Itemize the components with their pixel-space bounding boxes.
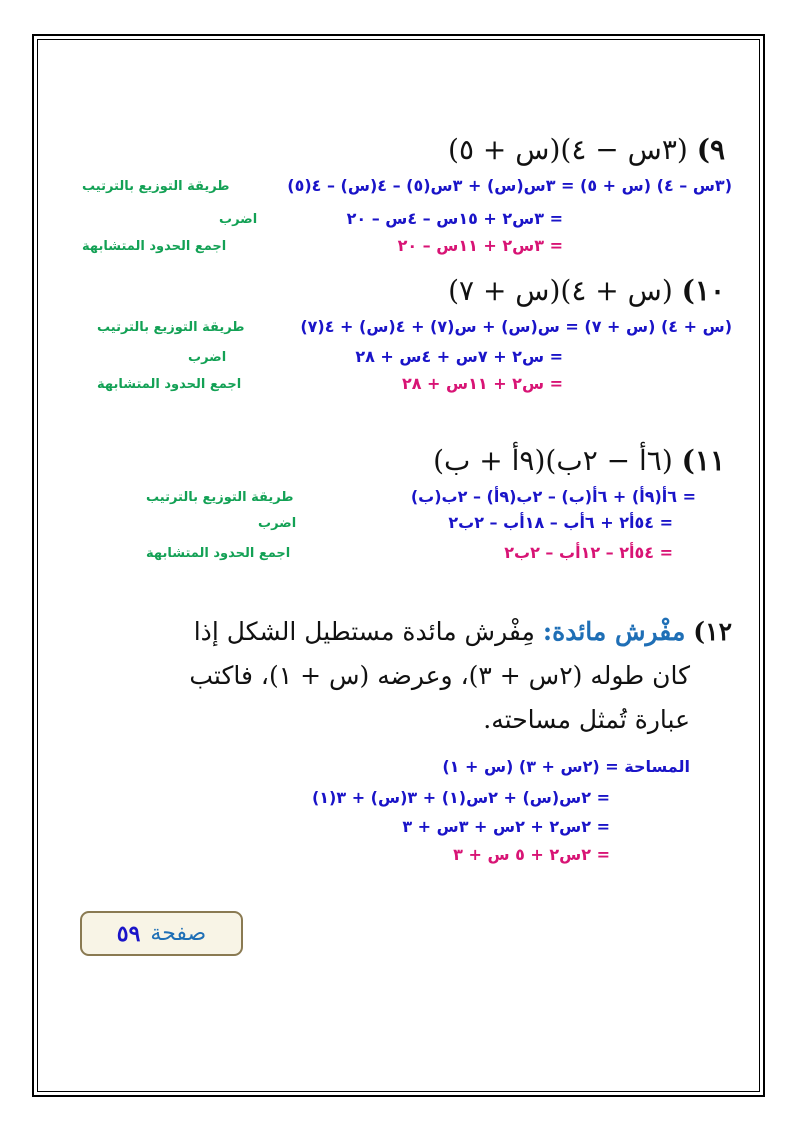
problem-11-note-3: اجمع الحدود المتشابهة — [146, 546, 291, 561]
problem-9-expression: (٣س − ٤)(س + ٥) — [448, 133, 688, 166]
problem-12-step-3: = ٢س٢ + ٢س + ٣س + ٣ — [402, 817, 610, 836]
problem-10-step-1: (س + ٤) (س + ٧) = س(س) + س(٧) + ٤(س) + ٤(٧) — [300, 317, 732, 336]
problem-12-text-3: عبارة تُمثل مساحته. — [483, 705, 690, 734]
page-word: صفحة — [150, 921, 207, 946]
problem-10-heading — [448, 274, 725, 307]
problem-12-area-line — [442, 757, 690, 776]
problem-12-text-1: مِفْرش مائدة مستطيل الشكل إذا — [193, 617, 535, 646]
problem-11-expression: (٦أ − ٢ب)(٩أ + ب) — [433, 444, 673, 477]
problem-9-note-3: اجمع الحدود المتشابهة — [82, 239, 227, 254]
problem-12-step-1: = (٢س + ٣) (س + ١) — [442, 757, 619, 776]
problem-12-text-2: كان طوله (٢س + ٣)، وعرضه (س + ١)، فاكتب — [189, 661, 690, 690]
problem-9-step-2: = ٣س٢ + ١٥س – ٤س – ٢٠ — [346, 209, 563, 228]
problem-12-area-label: المساحة — [624, 757, 690, 776]
problem-9-step-3: = ٣س٢ + ١١س – ٢٠ — [397, 236, 563, 255]
problem-11-note-1: طريقة التوزيع بالترتيب — [146, 490, 294, 505]
problem-12-number: ١٢) — [693, 617, 732, 646]
problem-11-number: ١١) — [681, 444, 725, 477]
problem-9-number: ٩) — [696, 133, 725, 166]
problem-10-step-3: = س٢ + ١١س + ٢٨ — [401, 374, 563, 393]
problem-10-note-2: اضرب — [188, 350, 227, 365]
problem-12-step-2: = ٢س(س) + ٢س(١) + ٣(س) + ٣(١) — [311, 788, 610, 807]
problem-9-note-2: اضرب — [219, 212, 258, 227]
problem-12-step-4: = ٢س٢ + ٥ س + ٣ — [453, 845, 610, 864]
problem-9-heading — [448, 133, 725, 166]
page-number-box — [80, 911, 243, 956]
problem-10-expression: (س + ٤)(س + ٧) — [448, 274, 673, 307]
problem-12-title: مفْرش مائدة: — [542, 617, 686, 646]
problem-10-number: ١٠) — [681, 274, 725, 307]
problem-10-note-3: اجمع الحدود المتشابهة — [97, 377, 242, 392]
problem-9-note-1: طريقة التوزيع بالترتيب — [82, 179, 230, 194]
problem-11-step-2: = ٥٤أ٢ + ٦أب – ١٨أب – ٢ب٢ — [448, 513, 673, 532]
problem-11-note-2: اضرب — [258, 516, 297, 531]
problem-11-step-3: = ٥٤أ٢ – ١٢أب – ٢ب٢ — [504, 543, 673, 562]
page-number: ٥٩ — [116, 920, 141, 947]
problem-10-note-1: طريقة التوزيع بالترتيب — [97, 320, 245, 335]
problem-11-heading — [433, 444, 725, 477]
problem-9-step-1: (٣س – ٤) (س + ٥) = ٣س(س) + ٣س(٥) – ٤(س) – ٤(٥) — [287, 176, 732, 195]
problem-11-step-1: = ٦أ(٩أ) + ٦أ(ب) – ٢ب(٩أ) – ٢ب(ب) — [410, 487, 696, 506]
problem-10-step-2: = س٢ + ٧س + ٤س + ٢٨ — [355, 347, 563, 366]
problem-12-line-1 — [194, 617, 732, 646]
